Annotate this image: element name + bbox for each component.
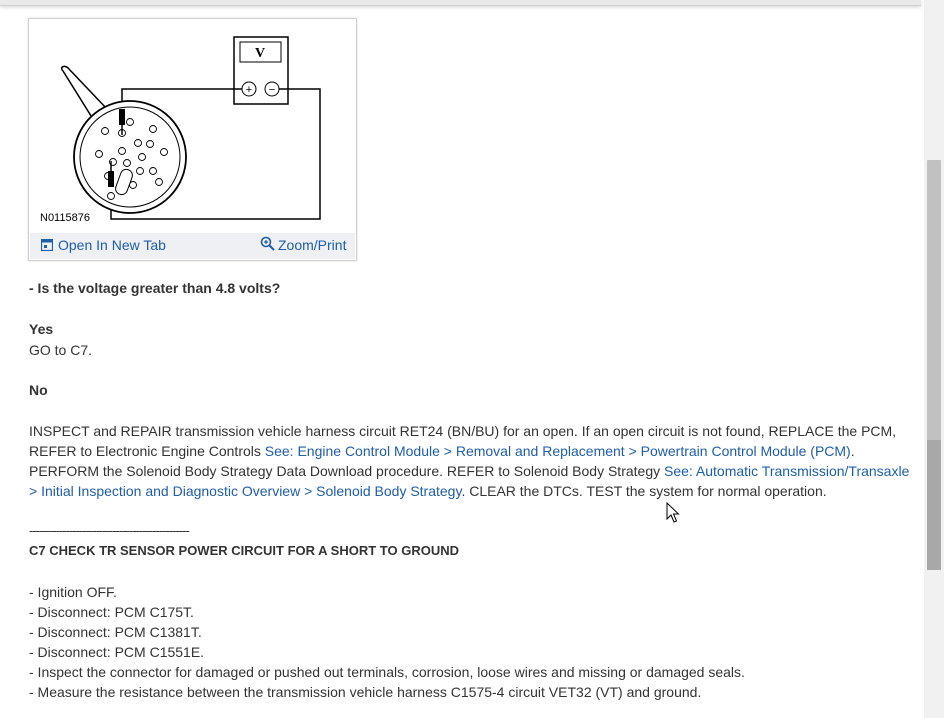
zoom-icon (260, 236, 275, 251)
open-new-tab-icon (41, 239, 53, 251)
list-item: - Measure the resistance between the transmission vehicle harness C1575-4 circuit VET32 (VT) and ground. (29, 684, 702, 700)
question-text: - Is the voltage greater than 4.8 volts? (29, 280, 281, 296)
list-item: - Inspect the connector for damaged or pushed out terminals, corrosion, loose wires and missing or damaged seals. (29, 664, 745, 680)
list-item: - Disconnect: PCM C175T. (29, 604, 194, 620)
open-in-new-tab-link[interactable]: Open In New Tab (41, 237, 166, 253)
svg-text:−: − (268, 84, 276, 96)
connector-body (74, 101, 186, 213)
no-paragraph: INSPECT and REPAIR transmission vehicle harness circuit RET24 (BN/BU) for an open. If an open circuit is not found, REPLACE the PCM, REFER to Electronic Engine Controls See: Engine Control Module > Removal and Replacement > Powertrain Control Module (PCM). PERFORM the Solenoid Body Strategy Data Download procedure. REFER to Solenoid Body Strategy See: Automatic Transmission/Transaxle > Initial Inspection and Diagnostic Overview > Solenoid Body Strategy. CLEAR the DTCs. TEST the system for normal operation. (29, 423, 910, 499)
c7-step-list (29, 582, 919, 702)
top-toolbar-edge (0, 0, 921, 6)
no-heading: No (29, 382, 48, 398)
yes-heading: Yes (29, 321, 54, 337)
diagram-figure (28, 18, 357, 261)
list-item: - Disconnect: PCM C1381T. (29, 624, 202, 640)
separator-line: ------------------------------------------------ (29, 523, 189, 538)
zoom-print-link[interactable]: Zoom/Print (260, 234, 346, 253)
figure-code: N0115876 (40, 212, 90, 224)
yes-text: GO to C7. (29, 342, 93, 358)
voltmeter-label: V (254, 46, 266, 61)
minus-probe (108, 171, 114, 187)
figure-toolbar (30, 233, 355, 259)
mouse-cursor-icon (666, 502, 680, 524)
c7-heading: C7 CHECK TR SENSOR POWER CIRCUIT FOR A SHORT TO GROUND (29, 543, 459, 558)
svg-text:+: + (245, 84, 253, 96)
list-item: - Disconnect: PCM C1551E. (29, 644, 205, 660)
list-item: - Ignition OFF. (29, 584, 117, 600)
engine-control-module-link[interactable]: See: Engine Control Module > Removal and Replacement > Powertrain Control Module (PCM) (264, 443, 851, 459)
scrollbar-thumb[interactable] (927, 440, 941, 570)
plus-probe (119, 109, 125, 125)
solenoid-body-strategy-link[interactable]: See: Automatic Transmission/Transaxle > Initial Inspection and Diagnostic Overview > Solenoid Body Strategy (29, 463, 910, 499)
voltmeter-connector-diagram (29, 19, 356, 233)
vertical-scrollbar[interactable] (924, 0, 944, 718)
